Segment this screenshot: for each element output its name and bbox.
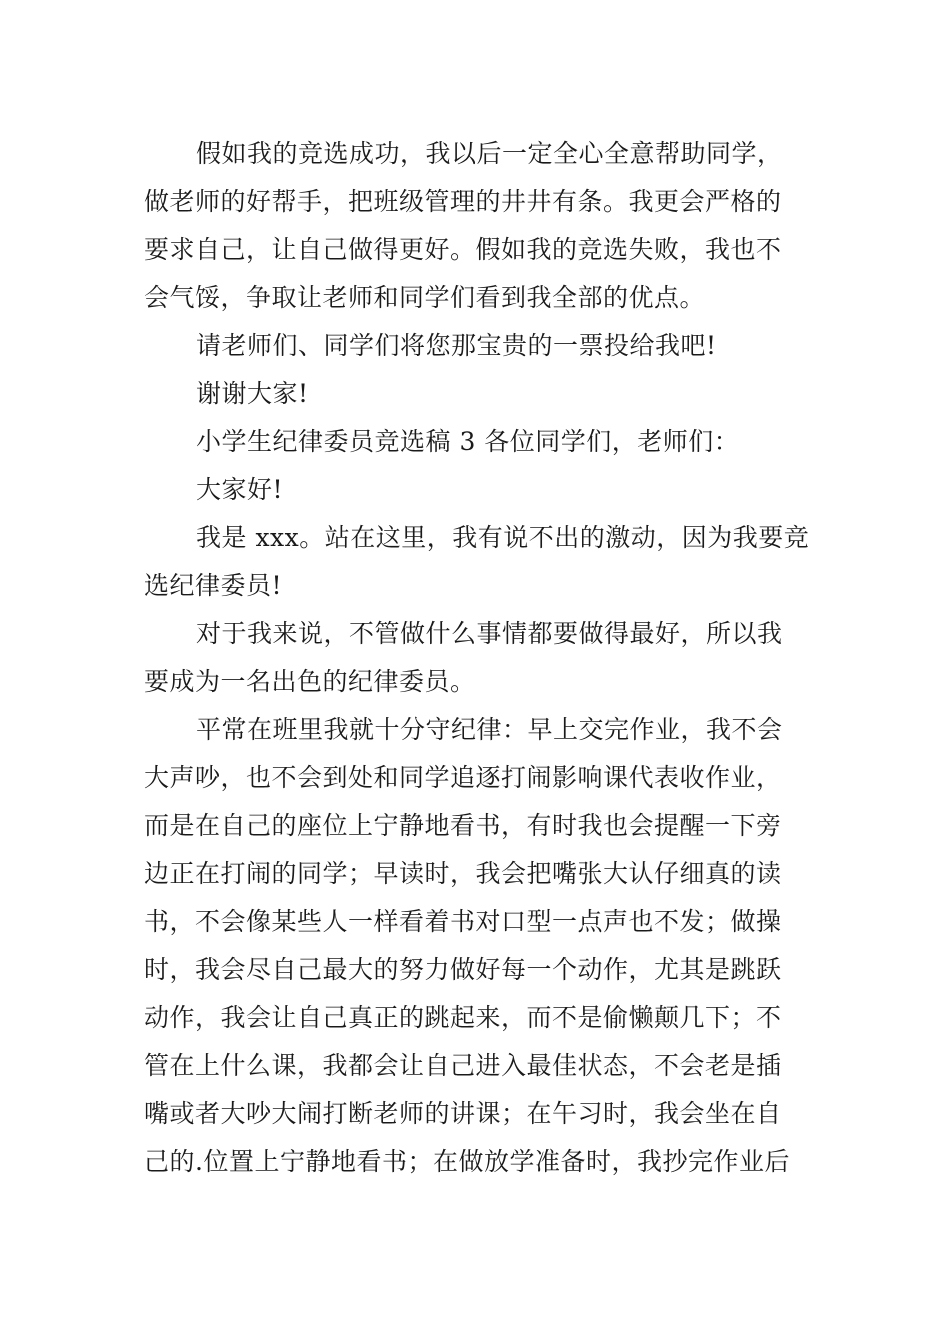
text-line: 管在上什么课，我都会让自己进入最佳状态，不会老是插 xyxy=(144,1051,782,1080)
text-line: 做老师的好帮手，把班级管理的井井有条。我更会严格的 xyxy=(144,187,782,216)
text-line: 边正在打闹的同学；早读时，我会把嘴张大认仔细真的读 xyxy=(144,859,782,888)
text-line: 对于我来说，不管做什么事情都要做得最好，所以我 xyxy=(196,619,783,648)
section-heading-speech-3 xyxy=(144,418,808,466)
paragraph-motivation xyxy=(144,610,808,706)
text-line: 大声吵，也不会到处和同学追逐打闹影响课代表收作业， xyxy=(144,763,782,792)
text-line: 嘴或者大吵大闹打断老师的讲课；在午习时，我会坐在自 xyxy=(144,1099,782,1128)
text-line: 而是在自己的座位上宁静地看书，有时我也会提醒一下旁 xyxy=(144,811,782,840)
text-line: 要求自己，让自己做得更好。假如我的竞选失败，我也不 xyxy=(144,235,782,264)
paragraph-thanks xyxy=(144,370,808,418)
paragraph-greeting xyxy=(144,466,808,514)
text-line: 己的.位置上宁静地看书；在做放学准备时，我抄完作业后 xyxy=(144,1147,790,1176)
text-line: 假如我的竞选成功，我以后一定全心全意帮助同学， xyxy=(196,139,783,168)
paragraph-daily-conduct xyxy=(144,706,808,1186)
text-line: 选纪律委员! xyxy=(144,571,283,600)
text-line: 平常在班里我就十分守纪律：早上交完作业，我不会 xyxy=(196,715,783,744)
text-line: 会气馁，争取让老师和同学们看到我全部的优点。 xyxy=(144,283,706,312)
text-line: 要成为一名出色的纪律委员。 xyxy=(144,667,476,696)
text-line: 书，不会像某些人一样看着书对口型一点声也不发；做操 xyxy=(144,907,782,936)
text-line: 动作，我会让自己真正的跳起来，而不是偷懒颠几下；不 xyxy=(144,1003,782,1032)
text-line: 我是 xxx。站在这里，我有说不出的激动，因为我要竞 xyxy=(196,523,810,552)
text-line: 小学生纪律委员竞选稿 3 各位同学们，老师们： xyxy=(196,427,740,456)
text-line: 大家好! xyxy=(196,475,284,504)
document-body xyxy=(144,130,808,1186)
paragraph-introduction xyxy=(144,514,808,610)
text-line: 时，我会尽自己最大的努力做好每一个动作，尤其是跳跃 xyxy=(144,955,782,984)
text-line: 谢谢大家! xyxy=(196,379,309,408)
paragraph-vote-request xyxy=(144,322,808,370)
paragraph-campaign-promise xyxy=(144,130,808,322)
text-line: 请老师们、同学们将您那宝贵的一票投给我吧! xyxy=(196,331,717,360)
